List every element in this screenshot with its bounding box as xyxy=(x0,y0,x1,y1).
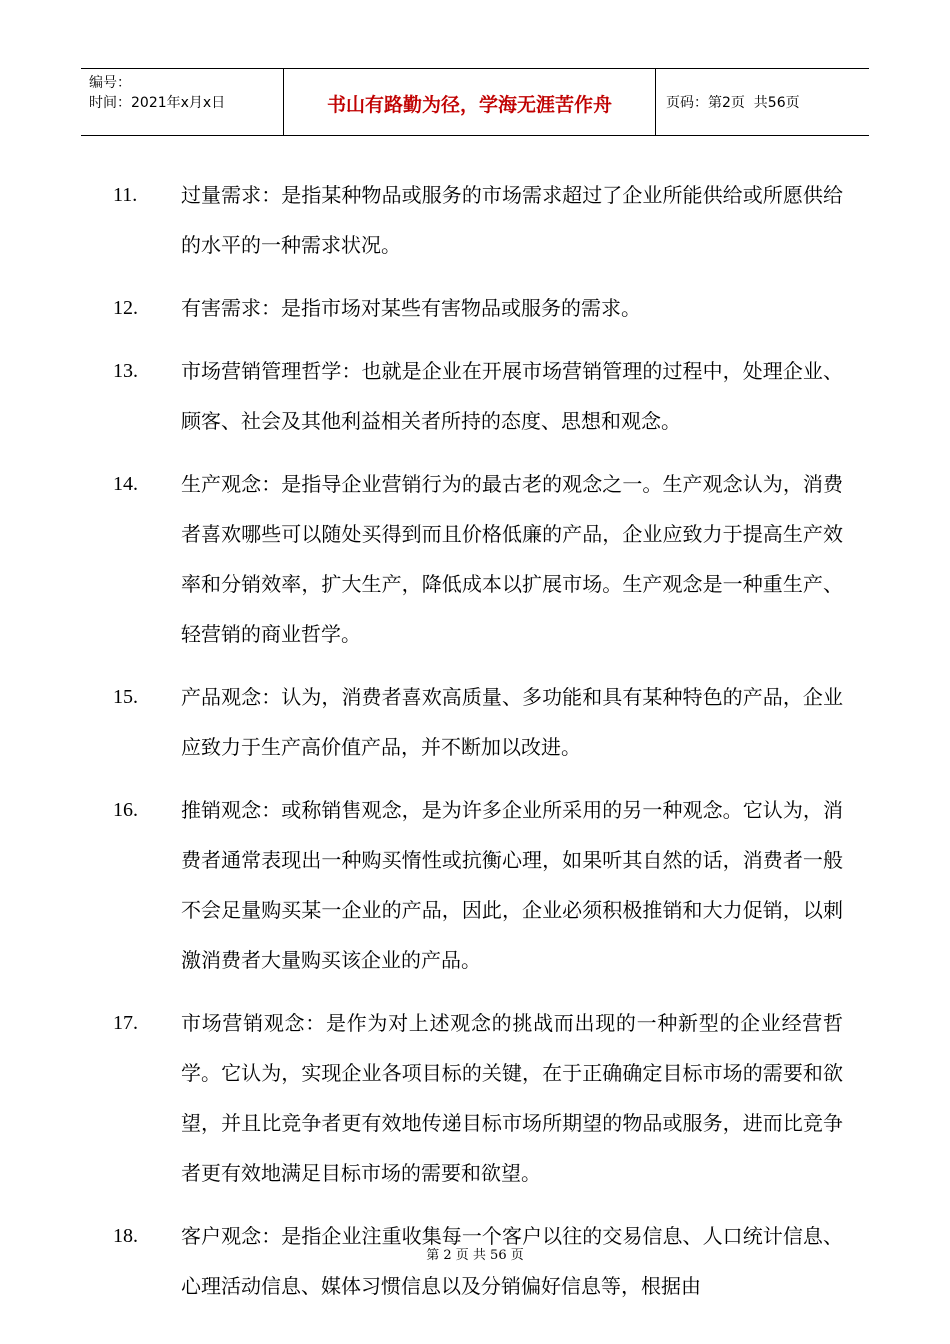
definition-item xyxy=(113,998,843,1198)
item-text: 推销观念：或称销售观念，是为许多企业所采用的另一种观念。它认为，消费者通常表现出一种购买惰性或抗衡心理，如果听其自然的话，消费者一般不会足量购买某一企业的产品，因此，企业必须积极推销和大力促销，以刺激消费者大量购买该企业的产品。 xyxy=(181,798,843,972)
definition-item xyxy=(113,283,843,333)
item-number: 16. xyxy=(113,799,138,821)
header-info-cell xyxy=(81,69,284,135)
document-time-label: 时间：2021年x月x日 xyxy=(89,95,226,111)
header-page-info: 页码：第2页 共56页 xyxy=(666,95,800,111)
item-text: 生产观念：是指导企业营销行为的最古老的观念之一。生产观念认为，消费者喜欢哪些可以随处买得到而且价格低廉的产品，企业应致力于提高生产效率和分销效率，扩大生产，降低成本以扩展市场。生产观念是一种重生产、轻营销的商业哲学。 xyxy=(181,472,843,646)
item-number: 14. xyxy=(113,473,138,495)
item-number: 17. xyxy=(113,1012,138,1034)
item-number: 18. xyxy=(113,1225,138,1247)
item-text: 市场营销观念：是作为对上述观念的挑战而出现的一种新型的企业经营哲学。它认为，实现企业各项目标的关键，在于正确确定目标市场的需要和欲望，并且比竞争者更有效地传递目标市场所期望的物品或服务，进而比竞争者更有效地满足目标市场的需要和欲望。 xyxy=(181,1011,843,1185)
definition-item xyxy=(113,346,843,446)
item-number: 12. xyxy=(113,297,138,319)
header-page-info-cell xyxy=(656,69,869,135)
definition-item xyxy=(113,785,843,985)
definition-item xyxy=(113,672,843,772)
item-number: 13. xyxy=(113,360,138,382)
document-number-label: 编号： xyxy=(89,75,131,91)
item-text: 产品观念：认为，消费者喜欢高质量、多功能和具有某种特色的产品，企业应致力于生产高价值产品，并不断加以改进。 xyxy=(181,685,843,759)
item-text: 客户观念：是指企业注重收集每一个客户以往的交易信息、人口统计信息、心理活动信息、媒体习惯信息以及分销偏好信息等，根据由 xyxy=(181,1224,843,1298)
item-text: 有害需求：是指市场对某些有害物品或服务的需求。 xyxy=(181,296,641,320)
page-header xyxy=(81,68,869,136)
definition-item xyxy=(113,459,843,659)
page-footer: 第 2 页 共 56 页 xyxy=(426,1248,524,1263)
definition-list xyxy=(113,170,843,1324)
item-text: 过量需求：是指某种物品或服务的市场需求超过了企业所能供给或所愿供给的水平的一种需求状况。 xyxy=(181,183,843,257)
item-number: 11. xyxy=(113,184,138,206)
header-motto: 书山有路勤为径，学海无涯苦作舟 xyxy=(284,69,656,135)
item-number: 15. xyxy=(113,686,138,708)
definition-item xyxy=(113,170,843,270)
item-text: 市场营销管理哲学：也就是企业在开展市场营销管理的过程中，处理企业、顾客、社会及其他利益相关者所持的态度、思想和观念。 xyxy=(181,359,843,433)
